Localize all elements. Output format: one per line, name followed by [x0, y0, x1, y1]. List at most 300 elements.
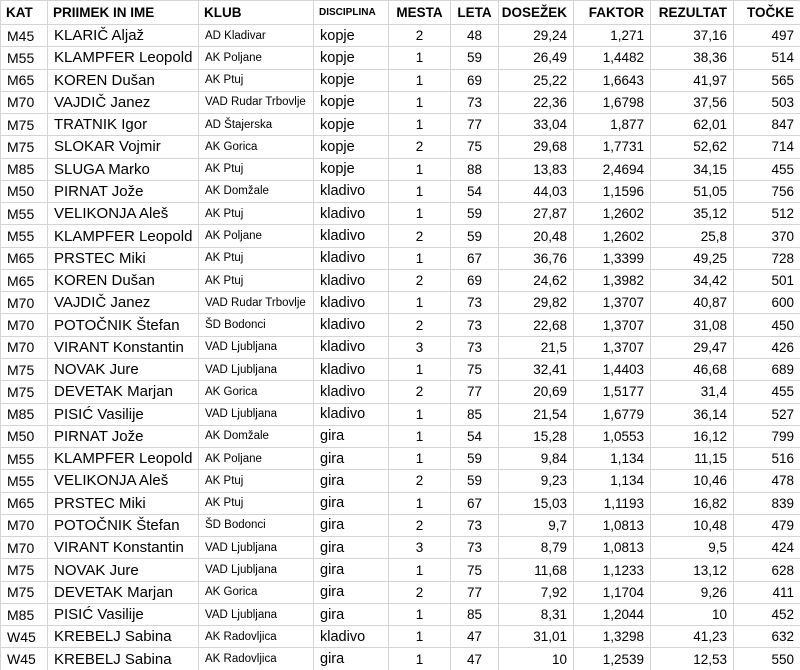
table-cell[interactable]: AK Poljane	[199, 225, 314, 247]
table-cell[interactable]: 21,5	[499, 336, 574, 358]
column-header-klub[interactable]: KLUB	[199, 1, 314, 25]
table-cell[interactable]: 49,25	[651, 247, 734, 269]
table-cell[interactable]: 1,7731	[574, 136, 651, 158]
table-cell[interactable]: kladivo	[314, 403, 389, 425]
table-cell[interactable]: AK Poljane	[199, 448, 314, 470]
table-cell[interactable]: 600	[734, 292, 800, 314]
table-cell[interactable]: 1	[389, 648, 451, 670]
table-cell[interactable]: 1	[389, 425, 451, 447]
table-cell[interactable]: 73	[451, 336, 499, 358]
table-cell[interactable]: DEVETAK Marjan	[48, 581, 199, 603]
table-cell[interactable]: 1	[389, 91, 451, 113]
table-cell[interactable]: 77	[451, 114, 499, 136]
table-cell[interactable]: 1,3707	[574, 314, 651, 336]
table-cell[interactable]: 34,15	[651, 158, 734, 180]
table-cell[interactable]: SLUGA Marko	[48, 158, 199, 180]
table-cell[interactable]: 75	[451, 358, 499, 380]
table-cell[interactable]: 527	[734, 403, 800, 425]
table-cell[interactable]: 21,54	[499, 403, 574, 425]
table-cell[interactable]: 10	[499, 648, 574, 670]
table-cell[interactable]: POTOČNIK Štefan	[48, 314, 199, 336]
table-cell[interactable]: M55	[1, 225, 48, 247]
table-cell[interactable]: gira	[314, 470, 389, 492]
table-cell[interactable]: 455	[734, 158, 800, 180]
table-cell[interactable]: 1,877	[574, 114, 651, 136]
column-header-leta[interactable]: LETA	[451, 1, 499, 25]
table-cell[interactable]: gira	[314, 514, 389, 536]
table-cell[interactable]: 1,134	[574, 448, 651, 470]
table-cell[interactable]: 27,87	[499, 203, 574, 225]
table-cell[interactable]: AD Štajerska	[199, 114, 314, 136]
table-cell[interactable]: kopje	[314, 25, 389, 47]
table-cell[interactable]: 31,4	[651, 381, 734, 403]
table-cell[interactable]: POTOČNIK Štefan	[48, 514, 199, 536]
table-cell[interactable]: 47	[451, 626, 499, 648]
table-cell[interactable]: 26,49	[499, 47, 574, 69]
table-cell[interactable]: M85	[1, 603, 48, 625]
table-cell[interactable]: M75	[1, 381, 48, 403]
table-cell[interactable]: 13,12	[651, 559, 734, 581]
table-cell[interactable]: kladivo	[314, 626, 389, 648]
table-cell[interactable]: NOVAK Jure	[48, 358, 199, 380]
table-cell[interactable]: 2	[389, 225, 451, 247]
table-cell[interactable]: kladivo	[314, 381, 389, 403]
table-cell[interactable]: 503	[734, 91, 800, 113]
table-cell[interactable]: PRSTEC Miki	[48, 492, 199, 514]
table-cell[interactable]: 44,03	[499, 180, 574, 202]
table-cell[interactable]: 799	[734, 425, 800, 447]
table-cell[interactable]: 69	[451, 269, 499, 291]
table-cell[interactable]: ŠD Bodonci	[199, 314, 314, 336]
table-cell[interactable]: 501	[734, 269, 800, 291]
table-cell[interactable]: VAD Ljubljana	[199, 358, 314, 380]
table-cell[interactable]: gira	[314, 581, 389, 603]
table-cell[interactable]: VAD Ljubljana	[199, 336, 314, 358]
table-cell[interactable]: 54	[451, 180, 499, 202]
table-cell[interactable]: 20,69	[499, 381, 574, 403]
table-cell[interactable]: 632	[734, 626, 800, 648]
table-cell[interactable]: 1	[389, 247, 451, 269]
table-cell[interactable]: 8,31	[499, 603, 574, 625]
table-cell[interactable]: 7,92	[499, 581, 574, 603]
table-cell[interactable]: M75	[1, 114, 48, 136]
table-cell[interactable]: M65	[1, 269, 48, 291]
table-cell[interactable]: M85	[1, 158, 48, 180]
table-cell[interactable]: 512	[734, 203, 800, 225]
table-cell[interactable]: 62,01	[651, 114, 734, 136]
table-cell[interactable]: 2	[389, 136, 451, 158]
table-cell[interactable]: 73	[451, 91, 499, 113]
table-cell[interactable]: AK Ptuj	[199, 247, 314, 269]
table-cell[interactable]: KLARIČ Aljaž	[48, 25, 199, 47]
table-cell[interactable]: 29,24	[499, 25, 574, 47]
table-cell[interactable]: 1,4482	[574, 47, 651, 69]
table-cell[interactable]: 11,68	[499, 559, 574, 581]
table-cell[interactable]: kladivo	[314, 314, 389, 336]
table-cell[interactable]: 38,36	[651, 47, 734, 69]
table-cell[interactable]: NOVAK Jure	[48, 559, 199, 581]
table-cell[interactable]: 29,68	[499, 136, 574, 158]
table-cell[interactable]: AK Ptuj	[199, 470, 314, 492]
table-cell[interactable]: 1,3707	[574, 336, 651, 358]
table-cell[interactable]: 2	[389, 314, 451, 336]
table-cell[interactable]: 1,4403	[574, 358, 651, 380]
table-cell[interactable]: KLAMPFER Leopold	[48, 448, 199, 470]
table-cell[interactable]: 48	[451, 25, 499, 47]
table-cell[interactable]: kladivo	[314, 225, 389, 247]
table-cell[interactable]: 565	[734, 69, 800, 91]
table-cell[interactable]: SLOKAR Vojmir	[48, 136, 199, 158]
column-header-dosezek[interactable]: DOSEŽEK	[499, 1, 574, 25]
table-cell[interactable]: VAD Ljubljana	[199, 559, 314, 581]
table-cell[interactable]: 1,0553	[574, 425, 651, 447]
table-cell[interactable]: 1,134	[574, 470, 651, 492]
table-cell[interactable]: 29,47	[651, 336, 734, 358]
table-cell[interactable]: 73	[451, 292, 499, 314]
table-cell[interactable]: 839	[734, 492, 800, 514]
table-cell[interactable]: 1,5177	[574, 381, 651, 403]
table-cell[interactable]: 479	[734, 514, 800, 536]
table-cell[interactable]: 1,271	[574, 25, 651, 47]
table-cell[interactable]: PISIĆ Vasilije	[48, 603, 199, 625]
table-cell[interactable]: M65	[1, 69, 48, 91]
table-cell[interactable]: M70	[1, 292, 48, 314]
table-cell[interactable]: M55	[1, 47, 48, 69]
table-cell[interactable]: 25,22	[499, 69, 574, 91]
table-cell[interactable]: VAJDIČ Janez	[48, 91, 199, 113]
table-cell[interactable]: 426	[734, 336, 800, 358]
table-cell[interactable]: 1,1596	[574, 180, 651, 202]
table-cell[interactable]: 67	[451, 247, 499, 269]
table-cell[interactable]: 22,36	[499, 91, 574, 113]
table-cell[interactable]: 31,08	[651, 314, 734, 336]
table-cell[interactable]: 13,83	[499, 158, 574, 180]
table-cell[interactable]: 1	[389, 559, 451, 581]
table-cell[interactable]: 77	[451, 581, 499, 603]
table-cell[interactable]: VAD Rudar Trbovlje	[199, 292, 314, 314]
table-cell[interactable]: 10,46	[651, 470, 734, 492]
table-cell[interactable]: PIRNAT Jože	[48, 425, 199, 447]
table-cell[interactable]: 46,68	[651, 358, 734, 380]
table-cell[interactable]: KLAMPFER Leopold	[48, 47, 199, 69]
table-cell[interactable]: VAD Ljubljana	[199, 537, 314, 559]
table-cell[interactable]: 1	[389, 47, 451, 69]
table-cell[interactable]: 15,03	[499, 492, 574, 514]
table-cell[interactable]: M50	[1, 180, 48, 202]
table-cell[interactable]: kladivo	[314, 336, 389, 358]
column-header-faktor[interactable]: FAKTOR	[574, 1, 651, 25]
table-cell[interactable]: 34,42	[651, 269, 734, 291]
table-cell[interactable]: AK Gorica	[199, 381, 314, 403]
table-cell[interactable]: 77	[451, 381, 499, 403]
table-cell[interactable]: AD Kladivar	[199, 25, 314, 47]
table-cell[interactable]: M75	[1, 136, 48, 158]
table-cell[interactable]: 1	[389, 180, 451, 202]
table-cell[interactable]: 1	[389, 403, 451, 425]
column-header-priimek-in-ime[interactable]: PRIIMEK IN IME	[48, 1, 199, 25]
table-cell[interactable]: 20,48	[499, 225, 574, 247]
table-cell[interactable]: 15,28	[499, 425, 574, 447]
table-cell[interactable]: 1,3399	[574, 247, 651, 269]
table-cell[interactable]: M75	[1, 559, 48, 581]
table-cell[interactable]: AK Radovljica	[199, 626, 314, 648]
table-cell[interactable]: gira	[314, 537, 389, 559]
table-cell[interactable]: W45	[1, 648, 48, 670]
table-cell[interactable]: 9,5	[651, 537, 734, 559]
table-cell[interactable]: VELIKONJA Aleš	[48, 470, 199, 492]
table-cell[interactable]: 478	[734, 470, 800, 492]
table-cell[interactable]: 59	[451, 203, 499, 225]
table-cell[interactable]: 1	[389, 158, 451, 180]
table-cell[interactable]: KREBELJ Sabina	[48, 648, 199, 670]
table-cell[interactable]: 25,8	[651, 225, 734, 247]
table-cell[interactable]: M55	[1, 470, 48, 492]
table-cell[interactable]: AK Radovljica	[199, 648, 314, 670]
table-cell[interactable]: AK Gorica	[199, 581, 314, 603]
table-cell[interactable]: gira	[314, 603, 389, 625]
table-cell[interactable]: 59	[451, 470, 499, 492]
table-cell[interactable]: 9,23	[499, 470, 574, 492]
table-cell[interactable]: M55	[1, 448, 48, 470]
table-cell[interactable]: 10,48	[651, 514, 734, 536]
table-cell[interactable]: DEVETAK Marjan	[48, 381, 199, 403]
table-cell[interactable]: 628	[734, 559, 800, 581]
table-cell[interactable]: 1,1233	[574, 559, 651, 581]
table-cell[interactable]: 1,0813	[574, 537, 651, 559]
table-cell[interactable]: AK Ptuj	[199, 69, 314, 91]
table-cell[interactable]: 8,79	[499, 537, 574, 559]
table-cell[interactable]: 36,14	[651, 403, 734, 425]
table-cell[interactable]: 32,41	[499, 358, 574, 380]
table-cell[interactable]: 450	[734, 314, 800, 336]
table-cell[interactable]: M70	[1, 514, 48, 536]
table-cell[interactable]: kladivo	[314, 203, 389, 225]
table-cell[interactable]: 24,62	[499, 269, 574, 291]
table-cell[interactable]: AK Gorica	[199, 136, 314, 158]
table-cell[interactable]: M70	[1, 336, 48, 358]
table-cell[interactable]: 3	[389, 537, 451, 559]
table-cell[interactable]: 37,16	[651, 25, 734, 47]
table-cell[interactable]: 2	[389, 581, 451, 603]
table-cell[interactable]: 54	[451, 425, 499, 447]
table-cell[interactable]: kladivo	[314, 358, 389, 380]
table-cell[interactable]: kladivo	[314, 269, 389, 291]
table-cell[interactable]: kladivo	[314, 292, 389, 314]
table-cell[interactable]: 497	[734, 25, 800, 47]
table-cell[interactable]: VAD Ljubljana	[199, 403, 314, 425]
table-cell[interactable]: 1,0813	[574, 514, 651, 536]
table-cell[interactable]: 2,4694	[574, 158, 651, 180]
table-cell[interactable]: 59	[451, 225, 499, 247]
table-cell[interactable]: gira	[314, 648, 389, 670]
table-cell[interactable]: 3	[389, 336, 451, 358]
table-cell[interactable]: TRATNIK Igor	[48, 114, 199, 136]
table-cell[interactable]: kopje	[314, 114, 389, 136]
table-cell[interactable]: ŠD Bodonci	[199, 514, 314, 536]
table-cell[interactable]: 550	[734, 648, 800, 670]
table-cell[interactable]: PISIĆ Vasilije	[48, 403, 199, 425]
table-cell[interactable]: W45	[1, 626, 48, 648]
table-cell[interactable]: M70	[1, 537, 48, 559]
column-header-rezultat[interactable]: REZULTAT	[651, 1, 734, 25]
column-header-mesta[interactable]: MESTA	[389, 1, 451, 25]
column-header-disciplina[interactable]: DISCIPLINA	[314, 1, 389, 25]
table-cell[interactable]: 31,01	[499, 626, 574, 648]
table-cell[interactable]: 67	[451, 492, 499, 514]
table-cell[interactable]: PRSTEC Miki	[48, 247, 199, 269]
table-cell[interactable]: M85	[1, 403, 48, 425]
table-cell[interactable]: 514	[734, 47, 800, 69]
table-cell[interactable]: 9,7	[499, 514, 574, 536]
table-cell[interactable]: 1	[389, 69, 451, 91]
table-cell[interactable]: 1,6779	[574, 403, 651, 425]
table-cell[interactable]: 10	[651, 603, 734, 625]
table-cell[interactable]: kladivo	[314, 180, 389, 202]
table-cell[interactable]: kopje	[314, 158, 389, 180]
table-cell[interactable]: 22,68	[499, 314, 574, 336]
table-cell[interactable]: kopje	[314, 69, 389, 91]
table-cell[interactable]: M65	[1, 247, 48, 269]
table-cell[interactable]: AK Ptuj	[199, 269, 314, 291]
table-cell[interactable]: 75	[451, 136, 499, 158]
table-cell[interactable]: 1	[389, 292, 451, 314]
table-cell[interactable]: 516	[734, 448, 800, 470]
table-cell[interactable]: gira	[314, 492, 389, 514]
table-cell[interactable]: 1	[389, 448, 451, 470]
table-cell[interactable]: 1,3298	[574, 626, 651, 648]
table-cell[interactable]: 36,76	[499, 247, 574, 269]
table-cell[interactable]: 73	[451, 537, 499, 559]
table-cell[interactable]: 1,3982	[574, 269, 651, 291]
table-cell[interactable]: 47	[451, 648, 499, 670]
table-cell[interactable]: 52,62	[651, 136, 734, 158]
table-cell[interactable]: 59	[451, 47, 499, 69]
table-cell[interactable]: AK Ptuj	[199, 158, 314, 180]
table-cell[interactable]: 2	[389, 25, 451, 47]
table-cell[interactable]: 1	[389, 203, 451, 225]
table-cell[interactable]: AK Ptuj	[199, 203, 314, 225]
table-cell[interactable]: M65	[1, 492, 48, 514]
table-cell[interactable]: VIRANT Konstantin	[48, 336, 199, 358]
table-cell[interactable]: 847	[734, 114, 800, 136]
table-cell[interactable]: 1	[389, 603, 451, 625]
table-cell[interactable]: M75	[1, 358, 48, 380]
table-cell[interactable]: M45	[1, 25, 48, 47]
table-cell[interactable]: KLAMPFER Leopold	[48, 225, 199, 247]
table-cell[interactable]: kopje	[314, 91, 389, 113]
table-cell[interactable]: 9,26	[651, 581, 734, 603]
table-cell[interactable]: VAD Ljubljana	[199, 603, 314, 625]
table-cell[interactable]: PIRNAT Jože	[48, 180, 199, 202]
table-cell[interactable]: 59	[451, 448, 499, 470]
table-cell[interactable]: VELIKONJA Aleš	[48, 203, 199, 225]
table-cell[interactable]: M55	[1, 203, 48, 225]
table-cell[interactable]: 1,3707	[574, 292, 651, 314]
table-cell[interactable]: 16,82	[651, 492, 734, 514]
table-cell[interactable]: AK Poljane	[199, 47, 314, 69]
table-cell[interactable]: 689	[734, 358, 800, 380]
table-cell[interactable]: 1,6798	[574, 91, 651, 113]
table-cell[interactable]: 1,6643	[574, 69, 651, 91]
table-cell[interactable]: KOREN Dušan	[48, 269, 199, 291]
table-cell[interactable]: 35,12	[651, 203, 734, 225]
table-cell[interactable]: 2	[389, 381, 451, 403]
table-cell[interactable]: 33,04	[499, 114, 574, 136]
table-cell[interactable]: 2	[389, 470, 451, 492]
table-cell[interactable]: M50	[1, 425, 48, 447]
table-cell[interactable]: 452	[734, 603, 800, 625]
table-cell[interactable]: 41,23	[651, 626, 734, 648]
table-cell[interactable]: VAJDIČ Janez	[48, 292, 199, 314]
table-cell[interactable]: 9,84	[499, 448, 574, 470]
table-cell[interactable]: 73	[451, 514, 499, 536]
table-cell[interactable]: 75	[451, 559, 499, 581]
table-cell[interactable]: 85	[451, 403, 499, 425]
table-cell[interactable]: 73	[451, 314, 499, 336]
table-cell[interactable]: 85	[451, 603, 499, 625]
table-cell[interactable]: 370	[734, 225, 800, 247]
table-cell[interactable]: 1,2602	[574, 203, 651, 225]
table-cell[interactable]: 41,97	[651, 69, 734, 91]
table-cell[interactable]: 1	[389, 114, 451, 136]
table-cell[interactable]: 11,15	[651, 448, 734, 470]
table-cell[interactable]: 1,2044	[574, 603, 651, 625]
table-cell[interactable]: VIRANT Konstantin	[48, 537, 199, 559]
table-cell[interactable]: 37,56	[651, 91, 734, 113]
table-cell[interactable]: 88	[451, 158, 499, 180]
table-cell[interactable]: M75	[1, 581, 48, 603]
table-cell[interactable]: KREBELJ Sabina	[48, 626, 199, 648]
table-cell[interactable]: 1	[389, 358, 451, 380]
table-cell[interactable]: AK Domžale	[199, 180, 314, 202]
table-cell[interactable]: 1,1704	[574, 581, 651, 603]
table-cell[interactable]: 51,05	[651, 180, 734, 202]
column-header-kat[interactable]: KAT	[1, 1, 48, 25]
table-cell[interactable]: 2	[389, 514, 451, 536]
table-cell[interactable]: 411	[734, 581, 800, 603]
table-cell[interactable]: 728	[734, 247, 800, 269]
table-cell[interactable]: kopje	[314, 136, 389, 158]
table-cell[interactable]: gira	[314, 425, 389, 447]
table-cell[interactable]: 16,12	[651, 425, 734, 447]
table-cell[interactable]: gira	[314, 448, 389, 470]
table-cell[interactable]: 69	[451, 69, 499, 91]
table-cell[interactable]: AK Domžale	[199, 425, 314, 447]
table-cell[interactable]: 714	[734, 136, 800, 158]
table-cell[interactable]: 1,2539	[574, 648, 651, 670]
table-cell[interactable]: AK Ptuj	[199, 492, 314, 514]
table-cell[interactable]: 1,1193	[574, 492, 651, 514]
table-cell[interactable]: 12,53	[651, 648, 734, 670]
table-cell[interactable]: 40,87	[651, 292, 734, 314]
column-header-tocke[interactable]: TOČKE	[734, 1, 800, 25]
table-cell[interactable]: M70	[1, 314, 48, 336]
table-cell[interactable]: 2	[389, 269, 451, 291]
table-cell[interactable]: 1	[389, 492, 451, 514]
table-cell[interactable]: 29,82	[499, 292, 574, 314]
table-cell[interactable]: 424	[734, 537, 800, 559]
table-cell[interactable]: kladivo	[314, 247, 389, 269]
table-cell[interactable]: KOREN Dušan	[48, 69, 199, 91]
table-cell[interactable]: kopje	[314, 47, 389, 69]
table-cell[interactable]: 756	[734, 180, 800, 202]
table-cell[interactable]: M70	[1, 91, 48, 113]
table-cell[interactable]: 1	[389, 626, 451, 648]
table-cell[interactable]: VAD Rudar Trbovlje	[199, 91, 314, 113]
table-cell[interactable]: gira	[314, 559, 389, 581]
table-cell[interactable]: 455	[734, 381, 800, 403]
table-cell[interactable]: 1,2602	[574, 225, 651, 247]
